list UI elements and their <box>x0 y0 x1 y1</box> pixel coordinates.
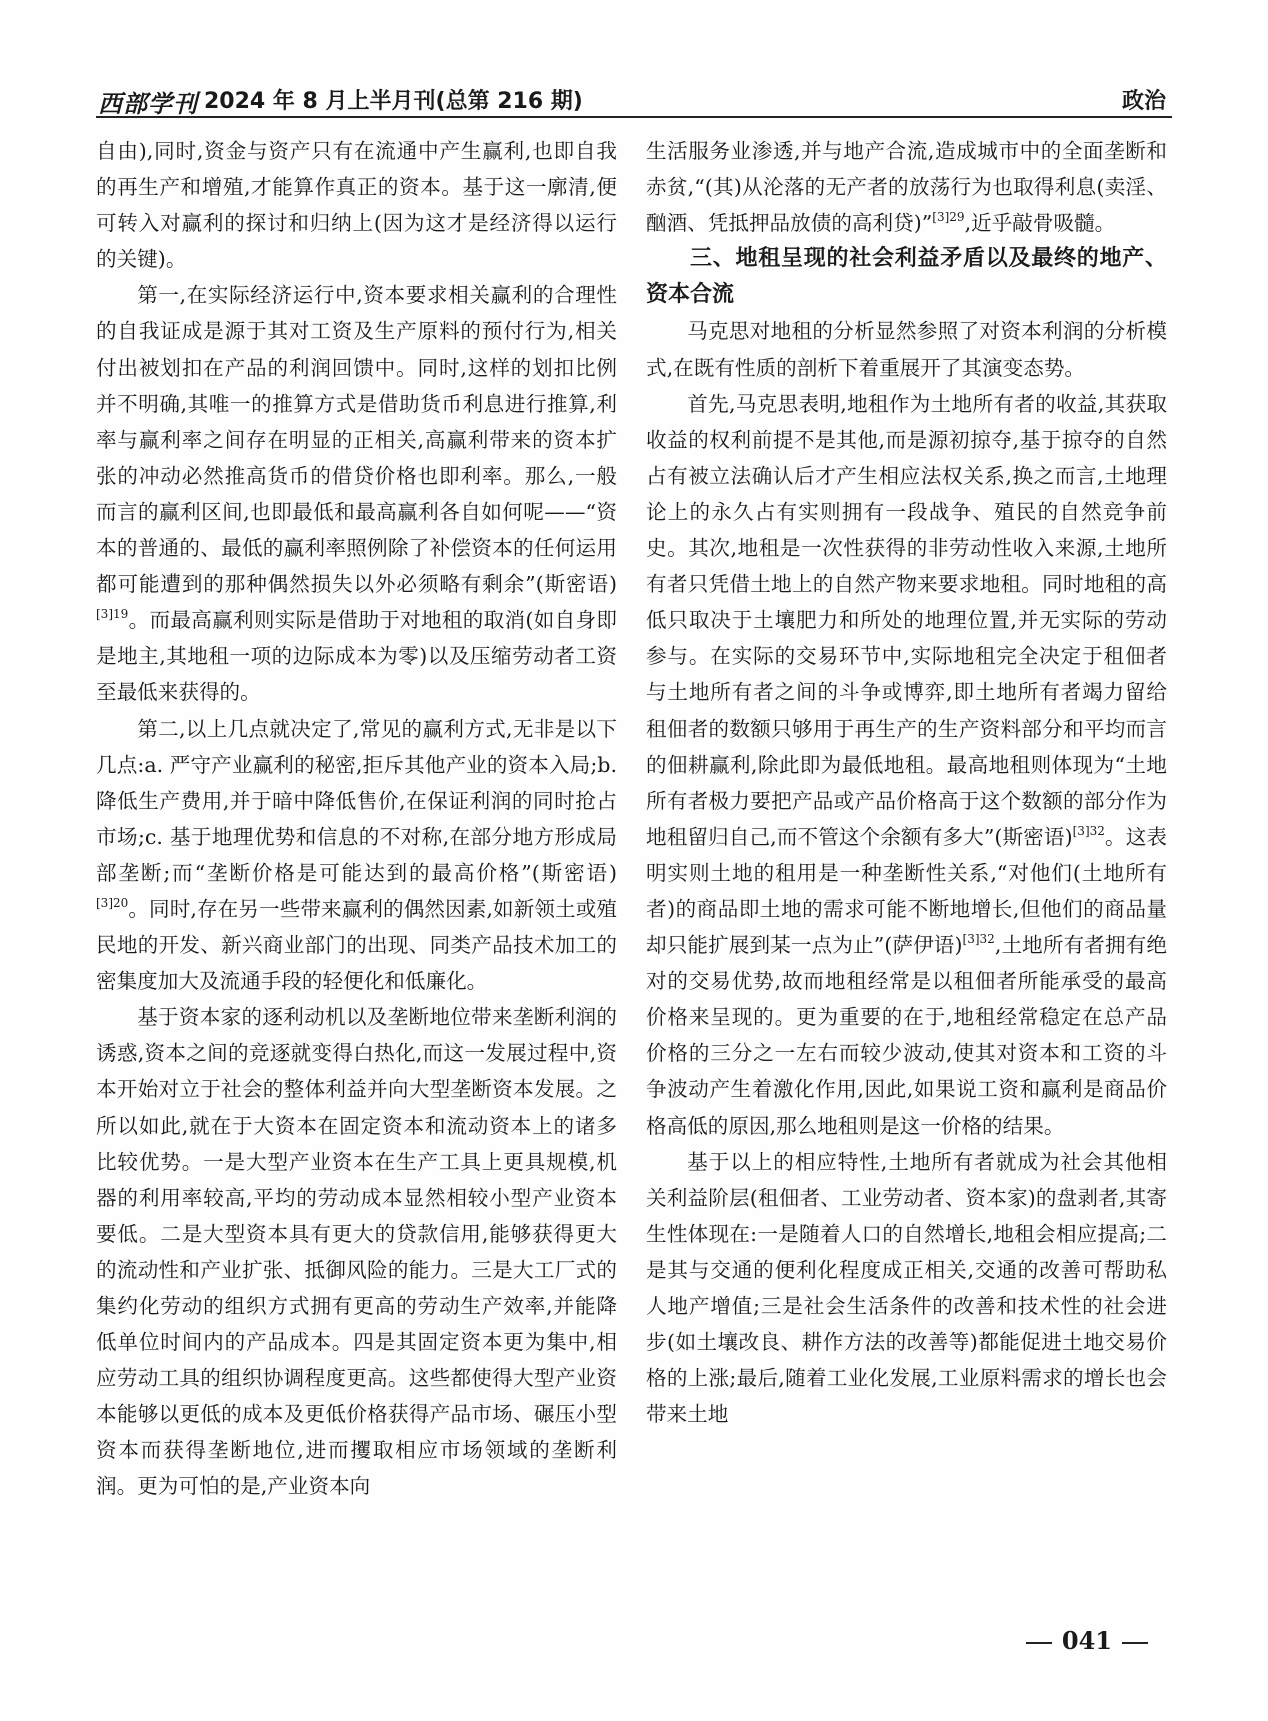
section-name: 政治 <box>1121 89 1166 114</box>
paragraph-text: 生活服务业渗透,并与地产合流,造成城市中的全面垄断和赤贫,“(其)从沦落的无产者的放荡行为也取得利息(卖淫、酗酒、凭抵押品放债的高利贷)” <box>646 139 1167 236</box>
page-number-dash <box>1122 1642 1148 1644</box>
page-header <box>96 74 1172 118</box>
paragraph-text: 。同时,存在另一些带来赢利的偶然因素,如新领土或殖民地的开发、新兴商业部门的出现、同类产品技术加工的密集度加大及流通手段的轻便化和低廉化。 <box>96 896 617 994</box>
page-number <box>1016 1626 1158 1655</box>
paragraph <box>646 133 1167 241</box>
citation-ref: [3]19 <box>96 607 129 622</box>
paragraph: 基于资本家的逐利动机以及垄断地位带来垄断利润的诱惑,资本之间的竞逐就变得白热化,而这一发展过程中,资本开始对立于社会的整体利益并向大型垄断资本发展。之所以如此,就在于大资本在固定资本和流动资本上的诸多比较优势。一是大型产业资本在生产工具上更具规模,机器的利用率较高,平均的劳动成本显然相较小型产业资本要低。二是大型资本具有更大的贷款信用,能够获得更大的流动性和产业扩张、抵御风险的能力。三是大工厂式的集约化劳动的组织方式拥有更高的劳动生产效率,并能降低单位时间内的产品成本。四是其固定资本更为集中,相应劳动工具的组织协调程度更高。这些都使得大型产业资本能够以更低的成本及更低价格获得产品市场、碾压小型资本而获得垄断地位,进而攫取相应市场领域的垄断利润。更为可怕的是,产业资本向 <box>96 1005 617 1499</box>
paragraph <box>96 711 617 1000</box>
citation-ref: [3]20 <box>96 895 129 910</box>
paragraph-text: 第二,以上几点就决定了,常见的赢利方式,无非是以下几点:a. 严守产业赢利的秘密,拒斥其他产业的资本入局;b. 降低生产费用,并于暗中降低售价,在保证利润的同时抢占市场;c. 基于地理优势和信息的不对称,在部分地方形成局部垄断;而“垄断价格是可能达到的最高价格”(斯密语) <box>96 716 617 885</box>
paragraph-text: ,近乎敲骨吸髓。 <box>964 211 1116 236</box>
paragraph: 基于以上的相应特性,土地所有者就成为社会其他相关利益阶层(租佃者、工业劳动者、资本家)的盘剥者,其寄生性体现在:一是随着人口的自然增长,地租会相应提高;二是其与交通的便利化程度成正相关,交通的改善可帮助私人地产增值;三是社会生活条件的改善和技术性的社会进步(如土壤改良、耕作方法的改善等)都能促进土地交易价格的上涨;最后,随着工业化发展,工业原料需求的增长也会带来土地 <box>646 1149 1167 1427</box>
paragraph: 自由),同时,资金与资产只有在流通中产生赢利,也即自我的再生产和增殖,才能算作真正的资本。基于这一廓清,便可转入对赢利的探讨和归纳上(因为这才是经济得以运行的关键)。 <box>96 139 617 272</box>
right-column <box>646 133 1167 1432</box>
section-heading: 三、地租呈现的社会利益矛盾以及最终的地产、资本合流 <box>646 246 1167 308</box>
paragraph-text: 。而最高赢利则实际是借助于对地租的取消(如自身即是地主,其地租一项的边际成本为零)以及压缩劳动者工资至最低来获得的。 <box>96 608 617 705</box>
page-number-text: 041 <box>1061 1626 1112 1655</box>
paragraph-text: 首先,马克思表明,地租作为土地所有者的收益,其获取收益的权利前提不是其他,而是源初掠夺,基于掠夺的自然占有被立法确认后才产生相应法权关系,换之而言,土地理论上的永久占有实则拥有一段战争、殖民的自然竞争前史。其次,地租是一次性获得的非劳动性收入来源,土地所有者只凭借土地上的自然产物来要求地租。同时地租的高低只取决于土壤肥力和所处的地理位置,并无实际的劳动参与。在实际的交易环节中,实际地租完全决定于租佃者与土地所有者之间的斗争或博弈,即土地所有者竭力留给租佃者的数额只够用于再生产的生产资料部分和平均而言的佃耕赢利,除此即为最低地租。最高地租则体现为“土地所有者极力要把产品或产品价格高于这个数额的部分作为地租留归自己,而不管这个余额有多大”(斯密语) <box>646 391 1167 849</box>
paragraph-text: 第一,在实际经济运行中,资本要求相关赢利的合理性的自我证成是源于其对工资及生产原料的预付行为,相关付出被划扣在产品的利润回馈中。同时,这样的划扣比例并不明确,其唯一的推算方式是借助货币利息进行推算,利率与赢利率之间存在明显的正相关,高赢利带来的资本扩张的冲动必然推高货币的借贷价格也即利率。那么,一般而言的赢利区间,也即最低和最高赢利各自如何呢——“资本的普通的、最低的赢利率照例除了补偿资本的任何运用都可能遭到的那种偶然损失以外必须略有剩余”(斯密语) <box>96 283 617 597</box>
paragraph <box>96 277 617 710</box>
paragraph <box>646 386 1167 1144</box>
journal-name: 西部学刊 <box>98 89 198 118</box>
page-number-dash <box>1026 1642 1052 1644</box>
paragraph: 马克思对地租的分析显然参照了对资本利润的分析模式,在既有性质的剖析下着重展开了其演变态势。 <box>646 319 1167 380</box>
left-column <box>96 133 617 1505</box>
paragraph-text: ,土地所有者拥有绝对的交易优势,故而地租经常是以租佃者所能承受的最高价格来呈现的。更为重要的在于,地租经常稳定在总产品价格的三分之一左右而较少波动,使其对资本和工资的斗争波动产生着激化作用,因此,如果说工资和赢利是商品价格高低的原因,那么地租则是这一价格的结果。 <box>646 933 1167 1138</box>
paragraph-text: 。这表明实则土地的租用是一种垄断性关系,“对他们(土地所有者)的商品即土地的需求可能不断地增长,但他们的商品量却只能扩展到某一点为止”(萨伊语) <box>646 824 1167 958</box>
citation-ref: [3]29 <box>932 210 965 225</box>
citation-ref: [3]32 <box>962 932 995 947</box>
citation-ref: [3]32 <box>1072 823 1105 838</box>
issue-info: 2024 年 8 月上半月刊(总第 216 期) <box>204 89 583 114</box>
